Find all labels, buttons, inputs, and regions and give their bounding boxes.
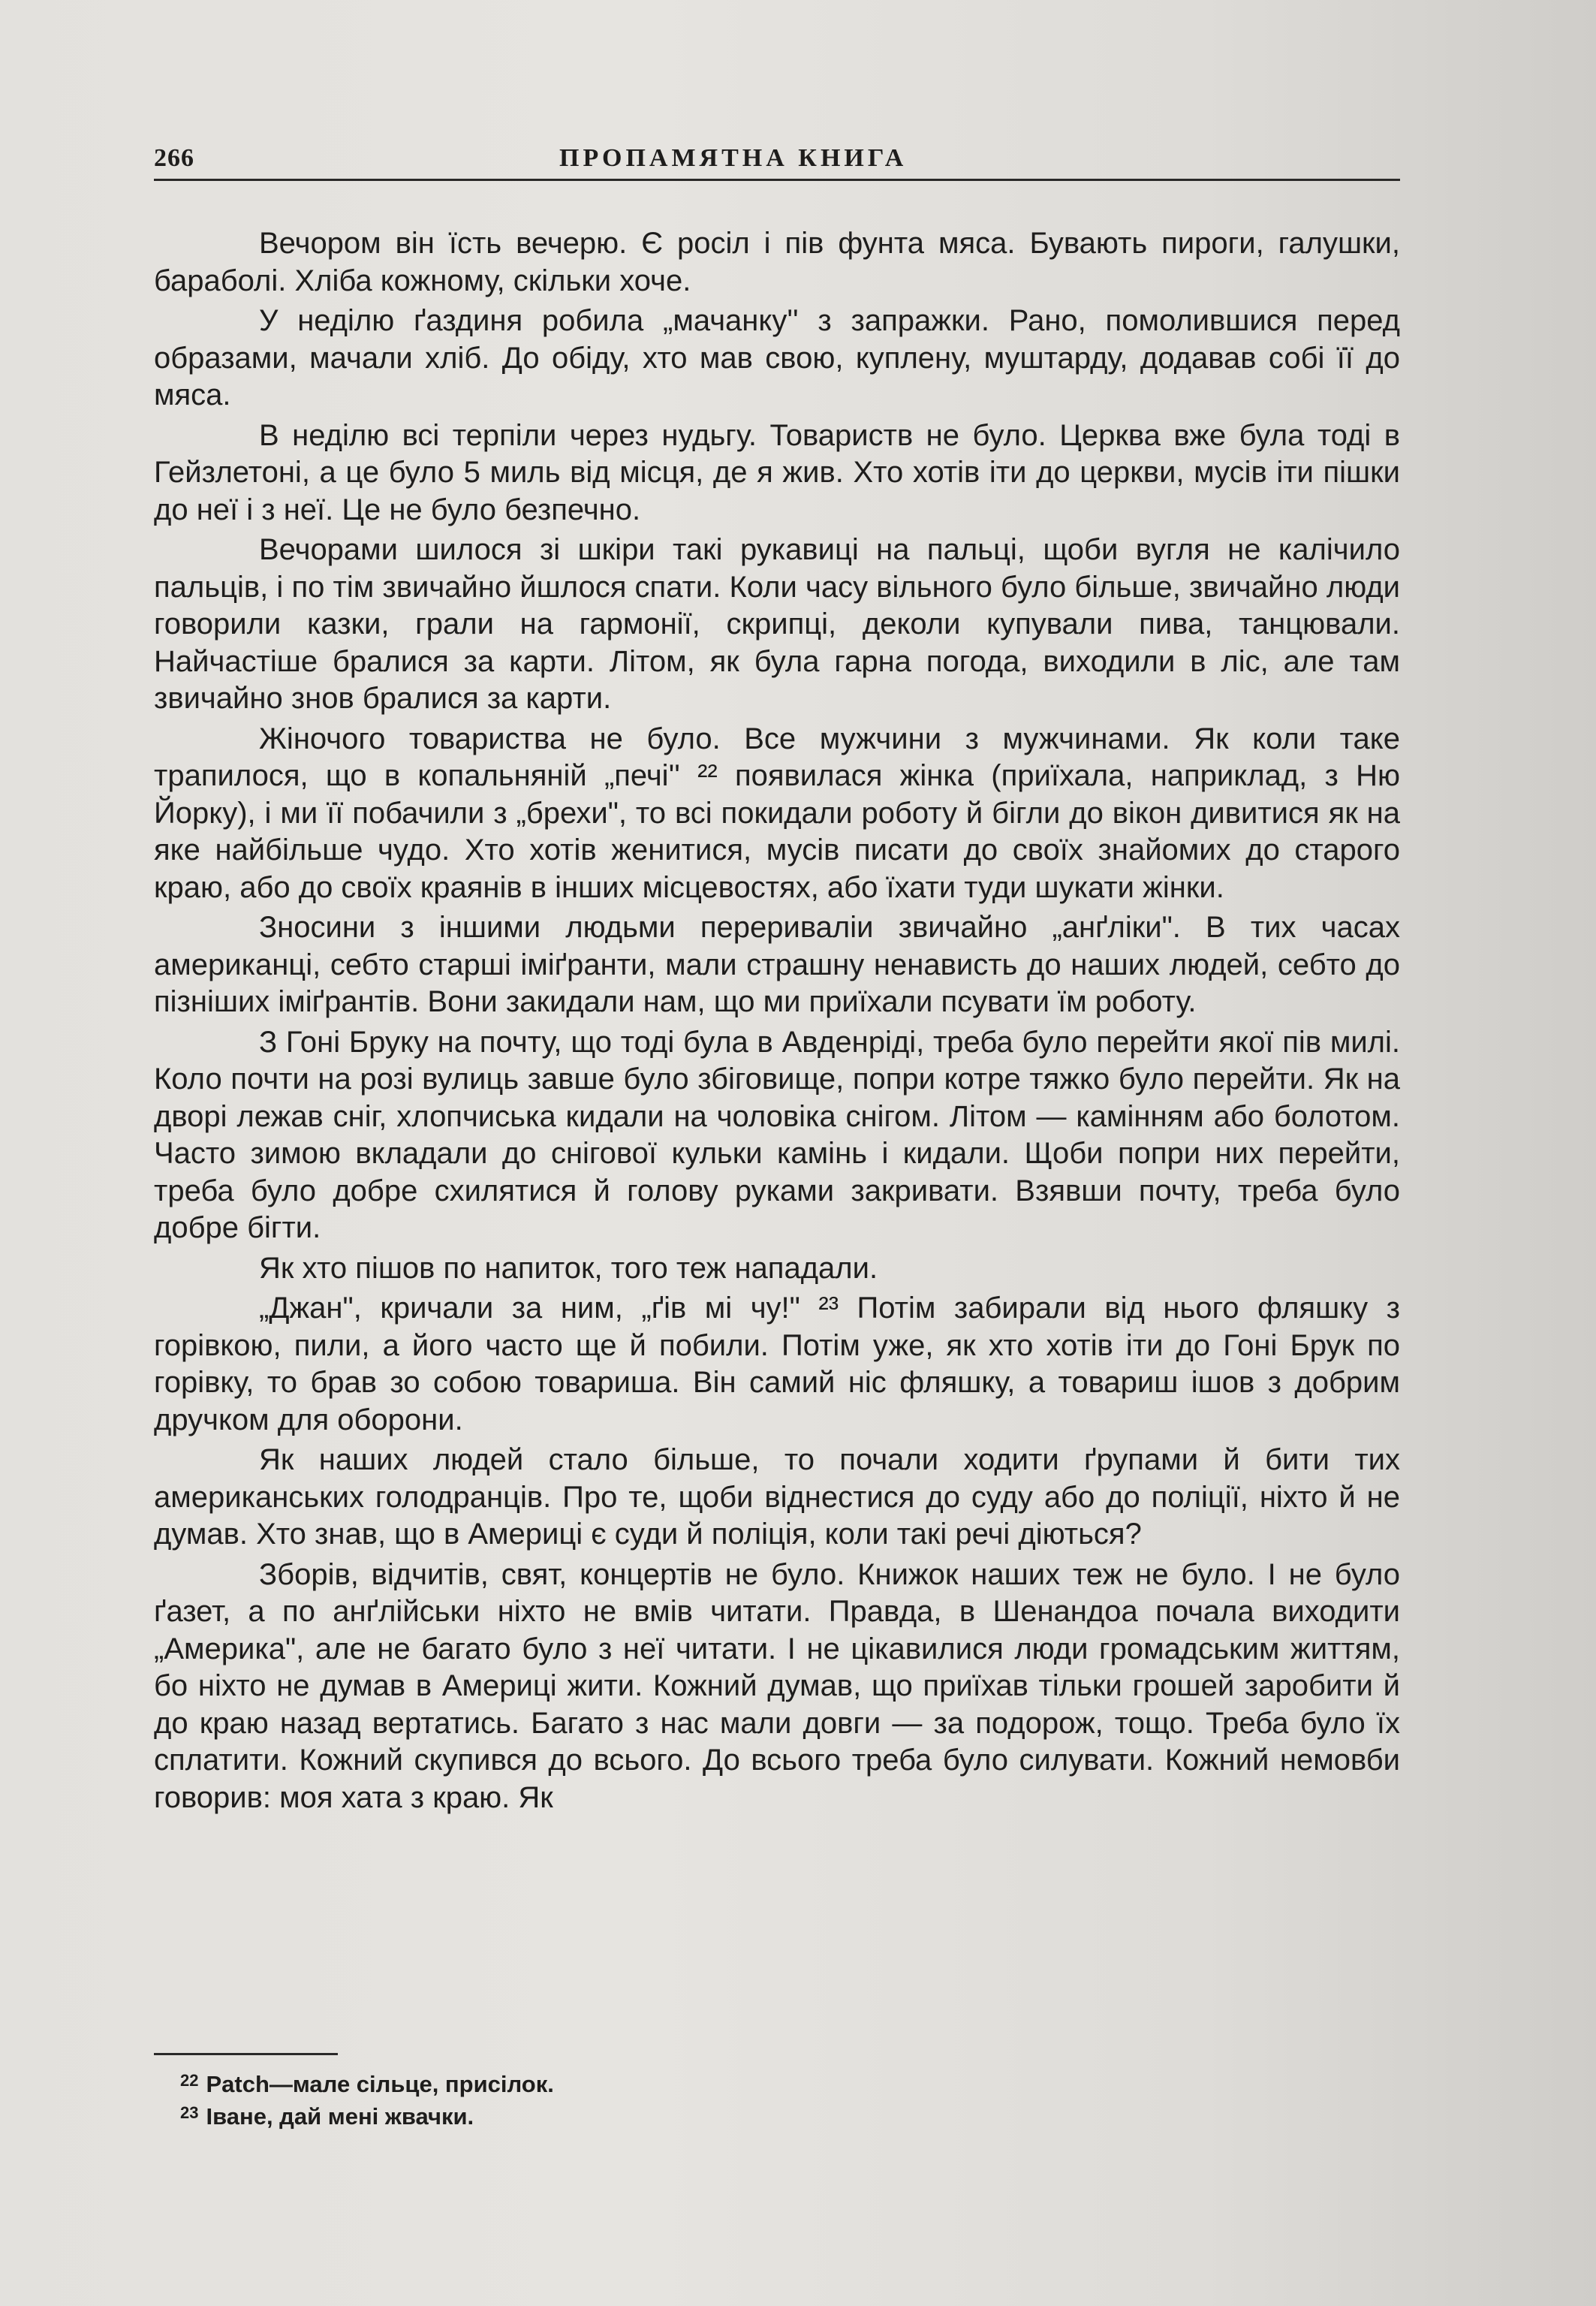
paragraph: „Джан", кричали за ним, „ґів мі чу!" ²³ Потім забирали від нього фляшку з горівкою, пили, а його часто ще й побили. Потім уже, як хто хотів іти до Гоні Брук по горівку, то брав зо собою товариша. Він самий ніс фляшку, а товариш ішов з добрим дручком для оборони.: [154, 1292, 1400, 1436]
paragraph: З Гоні Бруку на почту, що тоді була в Авденріді, треба було перейти якої пів милі. Коло почти на розі вулиць завше було збіговище, попри котре тяжко було перейти. Як на дворі лежав сніг, хлопчиська кидали на чоловіка снігом. Літом — камінням або болотом. Часто зимою вкладали до снігової кульки камінь і кидали. Щоби попри них перейти, треба було добре схилятися й голову руками закривати. Взявши почту, треба було добре бігти.: [154, 1025, 1400, 1244]
paragraph: Зносини з іншими людьми перериваліи звичайно „анґліки". В тих часах американці, себто старші іміґранти, мали страшну ненависть до наших людей, себто до пізніших іміґрантів. Вони закидали нам, що ми приїхали псувати їм роботу.: [154, 911, 1400, 1018]
footnote: [180, 2066, 1381, 2099]
paragraph: У неділю ґаздиня робила „мачанку'' з запражки. Рано, помолившися перед образами, мачали хліб. До обіду, хто мав свою, куплену, муштарду, додавав собі її до мяса.: [154, 304, 1400, 411]
footnote: [180, 2099, 1381, 2131]
body-text: [154, 225, 1400, 1819]
paragraph: Жіночого товариства не було. Все мужчини з мужчинами. Як коли таке трапилося, що в копальняній „печі'' ²² появилася жінка (приїхала, наприклад, з Ню Йорку), і ми її побачили з „брехи", то всі покидали роботу й бігли до вікон дивитися як на яке найбільше чудо. Хто хотів женитися, мусів писати до своїх знайомих до старого краю, або до своїх краянів в інших місцевостях, або їхати туди шукати жінки.: [154, 722, 1400, 904]
paragraph: Як наших людей стало більше, то почали ходити ґрупами й бити тих американських голодранців. Про те, щоби віднестися до суду або до поліції, ніхто й не думав. Хто знав, що в Америці є суди й поліція, коли такі речі діються?: [154, 1443, 1400, 1551]
page-header: [154, 141, 1400, 181]
paragraph: Як хто пішов по напиток, того теж нападали.: [259, 1251, 878, 1285]
paragraph: Вечором він їсть вечерю. Є росіл і пів фунта мяса. Бувають пироги, галушки, бараболі. Хліба кожному, скільки хоче.: [154, 227, 1400, 297]
page-number: 266: [154, 144, 194, 172]
footnote-text: Patch—мале сільце, присілок.: [206, 2071, 554, 2097]
running-title: ПРОПАМЯТНА КНИГА: [559, 144, 908, 172]
footnote-number: 22: [180, 2071, 199, 2090]
footnote-number: 23: [180, 2103, 199, 2122]
footnotes: [180, 2066, 1381, 2131]
footnote-divider: [154, 2053, 338, 2055]
paragraph: В неділю всі терпіли через нудьгу. Товариств не було. Церква вже була тоді в Гейзлетоні, а це було 5 миль від місця, де я жив. Хто хотів іти до церкви, мусів іти пішки до неї і з неї. Це не було безпечно.: [154, 418, 1400, 526]
footnote-text: Іване, дай мені жвачки.: [206, 2103, 474, 2130]
paragraph: Вечорами шилося зі шкіри такі рукавиці на пальці, щоби вугля не калічило пальців, і по тім звичайно йшлося спати. Коли часу вільного було більше, звичайно люди говорили казки, грали на гармонії, скрипці, деколи купували пива, танцювали. Найчастіше бралися за карти. Літом, як була гарна погода, виходили в ліс, але там звичайно знов бралися за карти.: [154, 533, 1400, 715]
paragraph: Зборів, відчитів, свят, концертів не було. Книжок наших теж не було. І не було ґазет, а по анґлійськи ніхто не вмів читати. Правда, в Шенандоа почала виходити „Америка", але не багато було з неї читати. І не цікавилися люди громадським життям, бо ніхто не думав в Америці жити. Кожний думав, що приїхав тільки грошей заробити й до краю назад вертатись. Багато з нас мали довги — за подорож, тощо. Треба було їх сплатити. Кожний скупився до всього. До всього треба було силувати. Кожний немовби говорив: моя хата з краю. Як: [154, 1557, 1400, 1814]
